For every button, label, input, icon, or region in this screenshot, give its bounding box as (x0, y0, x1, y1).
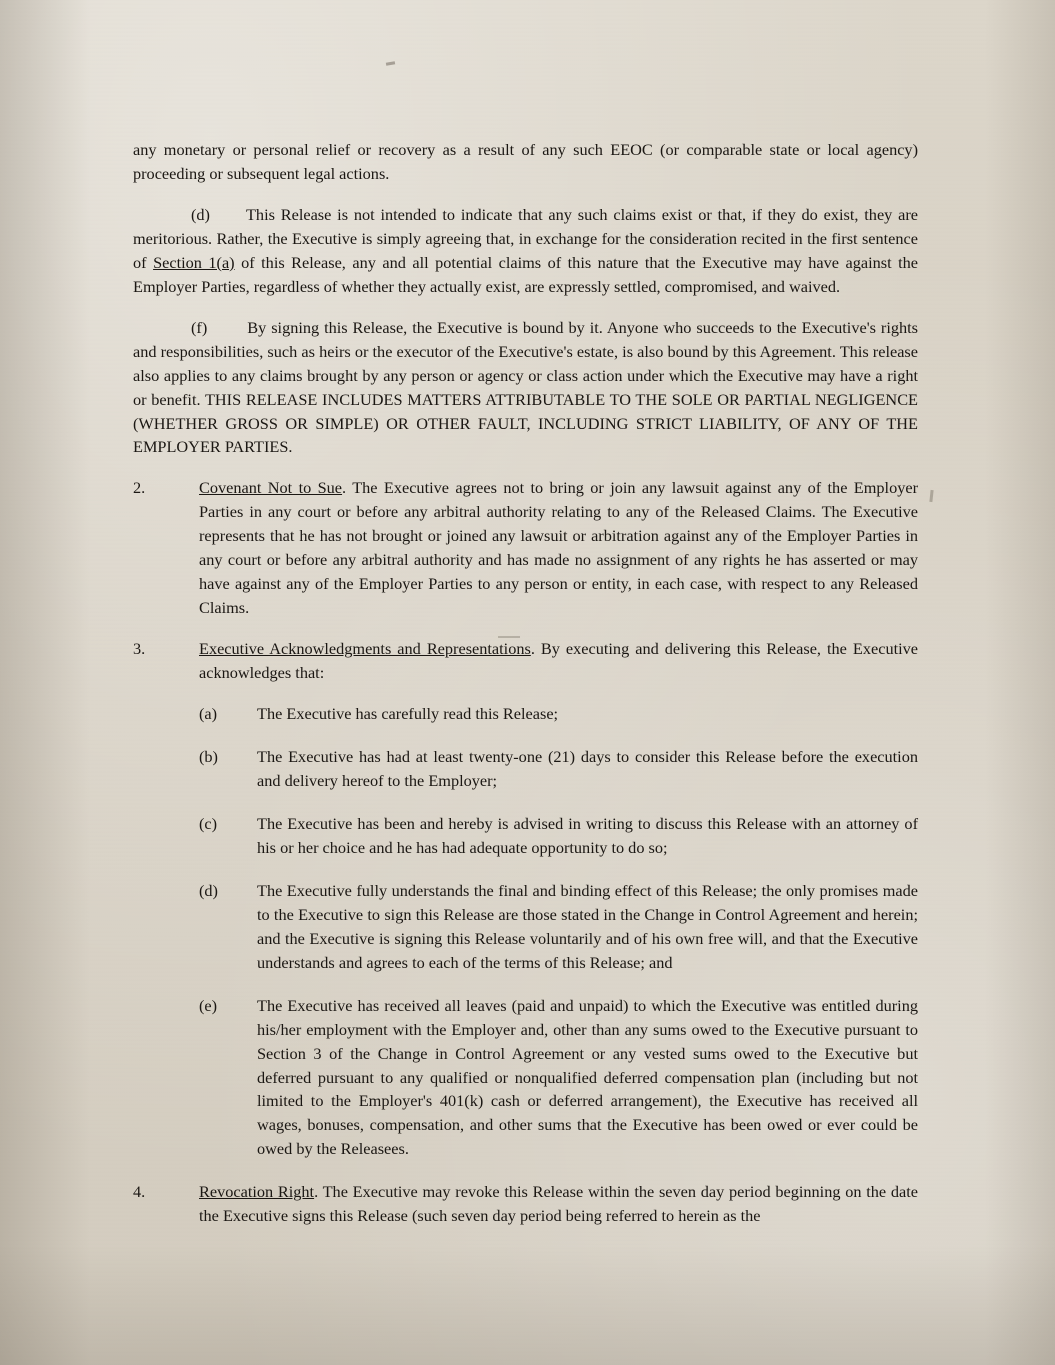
section-2-text: . The Executive agrees not to bring or join any lawsuit against any of the Employer Parties in any court or before any arbitral authority relating to any of the Released Claims. The Executive represents that he has not brought or joined any lawsuit or arbitration against any of the Employer Parties in any court or before any arbitral authority and has made no assignment of any rights he has asserted or may have against any of the Employer Parties to any person or entity, in each case, with respect to any Released Claims. (199, 478, 919, 618)
section-3-body (199, 637, 918, 685)
section-3 (133, 637, 918, 685)
list-item-b (133, 745, 918, 793)
list-item-b-text: The Executive has had at least twenty-one (21) days to consider this Release before the execution and delivery hereof to the Employer; (257, 747, 918, 790)
section-2-body (199, 476, 918, 620)
list-item-a-label: (a) (199, 704, 218, 724)
paragraph-eeoc: any monetary or personal relief or recovery as a result of any such EEOC (or comparable state or local agency) proceeding or subsequent legal actions. (133, 140, 918, 183)
section-3-number: 3. (133, 639, 146, 659)
section-2-number: 2. (133, 478, 146, 498)
paragraph-d-first (133, 203, 918, 299)
section-4-number: 4. (133, 1182, 146, 1202)
section-1a-reference: Section 1(a) (153, 252, 235, 272)
paragraph-d-text-1: This Release is not intended to indicate that any such claims exist or that, if they do exist, they are meritorious. Rather, the Executive is simply agreeing that, in exchange for the consideration recited in the first sentence of (133, 204, 918, 272)
section-3-text: . By executing and delivering this Release, the Executive acknowledges that: (199, 639, 919, 683)
paragraph-d-label: (d) (191, 204, 210, 224)
section-2 (133, 476, 918, 620)
paragraph-d-text-2: of this Release, any and all potential claims of this nature that the Executive may have against the Employer Parties, regardless of whether they actually exist, are expressly settled, compromised, and waived. (133, 252, 918, 296)
document-body (133, 138, 918, 1245)
list-item-e-text: The Executive has received all leaves (paid and unpaid) to which the Executive was entitled during his/her employment with the Employer and, other than any sums owed to the Executive pursuant to Section 3 of the Change in Control Agreement or any vested sums owed to the Executive but deferred pursuant to any qualified or nonqualified deferred compensation plan (including but not limited to the Employer's 401(k) cash or deferred arrangement), the Executive has received all wages, bonuses, compensation, and other sums that the Executive has been owed or ever could be owed by the Releasees. (257, 995, 918, 1159)
list-item-d-label: (d) (199, 880, 218, 900)
list-item-a (133, 702, 918, 726)
list-item-c (133, 812, 918, 860)
section-4-heading: Revocation Right (199, 1182, 315, 1202)
list-item-d-text: The Executive fully understands the final and binding effect of this Release; the only promises made to the Executive to sign this Release are those stated in the Change in Control Agreement and herein; and the Executive is signing this Release voluntarily and of his own free will, and that the Executive understands and agrees to each of the terms of this Release; and (257, 880, 918, 972)
list-item-d (133, 879, 918, 975)
scan-speck (386, 61, 395, 66)
section-4-text: . The Executive may revoke this Release within the seven day period beginning on the date the Executive signs this Release (such seven day period being referred to herein as the (199, 1182, 919, 1226)
list-item-c-text: The Executive has been and hereby is advised in writing to discuss this Release with an attorney of his or her choice and he has had adequate opportunity to do so; (257, 813, 918, 857)
list-item-b-label: (b) (199, 747, 218, 767)
paragraph-f-label: (f) (191, 317, 208, 337)
page-edge-shadow-left (0, 0, 90, 1365)
list-item-c-label: (c) (199, 813, 218, 833)
page-edge-shadow-right (985, 0, 1055, 1365)
page-edge-shadow-bottom (0, 1245, 1055, 1365)
paragraph-f-text: By signing this Release, the Executive is bound by it. Anyone who succeeds to the Executive's rights and responsibilities, such as heirs or the executor of the Executive's estate, is also bound by this Agreement. This release also applies to any claims brought by any person or agency or class action under which the Executive may have a right or benefit. THIS RELEASE INCLUDES MATTERS ATTRIBUTABLE TO THE SOLE OR PARTIAL NEGLIGENCE (WHETHER GROSS OR SIMPLE) OR OTHER FAULT, INCLUDING STRICT LIABILITY, OF ANY OF THE EMPLOYER PARTIES. (133, 317, 918, 457)
list-item-a-text: The Executive has carefully read this Release; (257, 704, 559, 724)
section-2-heading: Covenant Not to Sue (199, 478, 343, 498)
section-3-heading: Executive Acknowledgments and Representations (199, 639, 531, 659)
section-4 (133, 1180, 918, 1228)
paragraph-f (133, 316, 918, 460)
list-item-e (133, 994, 918, 1162)
section-4-body (199, 1180, 918, 1228)
scan-speck (929, 490, 933, 502)
list-item-e-label: (e) (199, 995, 218, 1015)
